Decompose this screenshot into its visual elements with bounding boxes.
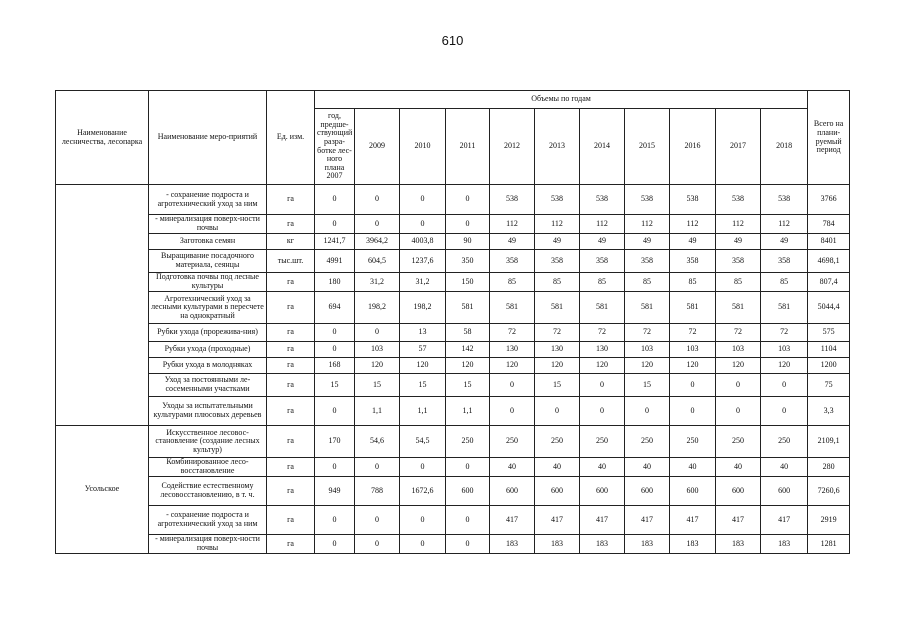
year-value: 40 bbox=[670, 458, 716, 477]
year-value: 112 bbox=[761, 215, 808, 234]
year-value: 0 bbox=[670, 397, 716, 426]
activity-name: Рубки ухода в молодняках bbox=[149, 358, 267, 374]
header-unit: Ед. изм. bbox=[267, 91, 315, 185]
prev-year-value: 0 bbox=[315, 458, 355, 477]
year-value: 183 bbox=[490, 535, 535, 554]
year-value: 3964,2 bbox=[355, 234, 400, 250]
year-value: 0 bbox=[446, 185, 490, 215]
year-value: 72 bbox=[716, 324, 761, 342]
year-value: 538 bbox=[535, 185, 580, 215]
year-value: 788 bbox=[355, 477, 400, 506]
prev-year-value: 0 bbox=[315, 215, 355, 234]
prev-year-value: 180 bbox=[315, 273, 355, 292]
prev-year-value: 1241,7 bbox=[315, 234, 355, 250]
year-value: 57 bbox=[400, 342, 446, 358]
year-value: 0 bbox=[625, 397, 670, 426]
table-row bbox=[56, 535, 850, 554]
year-value: 85 bbox=[580, 273, 625, 292]
year-value: 90 bbox=[446, 234, 490, 250]
year-value: 358 bbox=[535, 250, 580, 273]
header-volumes-by-year: Объемы по годам bbox=[315, 91, 808, 109]
year-value: 350 bbox=[446, 250, 490, 273]
year-value: 358 bbox=[490, 250, 535, 273]
year-value: 183 bbox=[625, 535, 670, 554]
year-value: 72 bbox=[490, 324, 535, 342]
header-year: 2011 bbox=[446, 109, 490, 185]
activity-name: Выращивание посадочного материала, сеянцы bbox=[149, 250, 267, 273]
year-value: 183 bbox=[580, 535, 625, 554]
table-row bbox=[56, 358, 850, 374]
year-value: 0 bbox=[400, 535, 446, 554]
year-value: 600 bbox=[535, 477, 580, 506]
year-value: 604,5 bbox=[355, 250, 400, 273]
year-value: 600 bbox=[446, 477, 490, 506]
table-row bbox=[56, 324, 850, 342]
unit-cell: га bbox=[267, 292, 315, 324]
table-row bbox=[56, 458, 850, 477]
year-value: 538 bbox=[580, 185, 625, 215]
year-value: 0 bbox=[355, 185, 400, 215]
forestry-blank-cell bbox=[56, 185, 149, 426]
year-value: 0 bbox=[716, 397, 761, 426]
year-value: 85 bbox=[625, 273, 670, 292]
year-value: 112 bbox=[625, 215, 670, 234]
total-value: 3766 bbox=[808, 185, 850, 215]
unit-cell: га bbox=[267, 535, 315, 554]
year-value: 72 bbox=[670, 324, 716, 342]
year-value: 0 bbox=[400, 458, 446, 477]
total-value: 75 bbox=[808, 374, 850, 397]
table-row bbox=[56, 374, 850, 397]
year-value: 130 bbox=[535, 342, 580, 358]
year-value: 54,5 bbox=[400, 426, 446, 458]
header-forestry: Наименование лесничества, лесопарка bbox=[56, 91, 149, 185]
activity-name: Уход за постоянными ле-сосеменными участками bbox=[149, 374, 267, 397]
prev-year-value: 0 bbox=[315, 342, 355, 358]
year-value: 85 bbox=[670, 273, 716, 292]
year-value: 85 bbox=[716, 273, 761, 292]
year-value: 15 bbox=[400, 374, 446, 397]
total-value: 280 bbox=[808, 458, 850, 477]
year-value: 0 bbox=[355, 506, 400, 535]
table-row bbox=[56, 477, 850, 506]
year-value: 85 bbox=[535, 273, 580, 292]
total-value: 2109,1 bbox=[808, 426, 850, 458]
year-value: 1237,6 bbox=[400, 250, 446, 273]
year-value: 358 bbox=[716, 250, 761, 273]
unit-cell: га bbox=[267, 397, 315, 426]
table-row bbox=[56, 273, 850, 292]
header-total: Всего на плани-руемый период bbox=[808, 91, 850, 185]
year-value: 581 bbox=[761, 292, 808, 324]
total-value: 784 bbox=[808, 215, 850, 234]
year-value: 150 bbox=[446, 273, 490, 292]
forestry-name-cell: Усольское bbox=[56, 426, 149, 554]
year-value: 49 bbox=[580, 234, 625, 250]
table-row bbox=[56, 292, 850, 324]
year-value: 103 bbox=[716, 342, 761, 358]
year-value: 417 bbox=[535, 506, 580, 535]
total-value: 1281 bbox=[808, 535, 850, 554]
year-value: 0 bbox=[535, 397, 580, 426]
activity-name: Уходы за испытательными культурами плюсовых деревьев bbox=[149, 397, 267, 426]
year-value: 0 bbox=[355, 324, 400, 342]
activity-name: Подготовка почвы под лесные культуры bbox=[149, 273, 267, 292]
year-value: 58 bbox=[446, 324, 490, 342]
total-value: 807,4 bbox=[808, 273, 850, 292]
year-value: 581 bbox=[535, 292, 580, 324]
prev-year-value: 0 bbox=[315, 397, 355, 426]
unit-cell: га bbox=[267, 185, 315, 215]
header-year: 2009 bbox=[355, 109, 400, 185]
year-value: 417 bbox=[580, 506, 625, 535]
unit-cell: га bbox=[267, 506, 315, 535]
header-year: 2016 bbox=[670, 109, 716, 185]
prev-year-value: 0 bbox=[315, 506, 355, 535]
year-value: 0 bbox=[446, 535, 490, 554]
year-value: 417 bbox=[490, 506, 535, 535]
year-value: 15 bbox=[355, 374, 400, 397]
year-value: 120 bbox=[670, 358, 716, 374]
prev-year-value: 949 bbox=[315, 477, 355, 506]
activity-name: - сохранение подроста и агротехнический уход за ним bbox=[149, 185, 267, 215]
unit-cell: га bbox=[267, 458, 315, 477]
year-value: 600 bbox=[670, 477, 716, 506]
year-value: 600 bbox=[716, 477, 761, 506]
year-value: 538 bbox=[716, 185, 761, 215]
header-activity: Наименование меро-приятий bbox=[149, 91, 267, 185]
year-value: 40 bbox=[761, 458, 808, 477]
year-value: 40 bbox=[490, 458, 535, 477]
year-value: 103 bbox=[670, 342, 716, 358]
year-value: 250 bbox=[670, 426, 716, 458]
unit-cell: кг bbox=[267, 234, 315, 250]
year-value: 0 bbox=[400, 215, 446, 234]
year-value: 417 bbox=[716, 506, 761, 535]
year-value: 0 bbox=[761, 374, 808, 397]
total-value: 575 bbox=[808, 324, 850, 342]
activity-name: - минерализация поверх-ности почвы bbox=[149, 535, 267, 554]
year-value: 15 bbox=[446, 374, 490, 397]
year-value: 130 bbox=[490, 342, 535, 358]
year-value: 0 bbox=[580, 374, 625, 397]
year-value: 49 bbox=[625, 234, 670, 250]
year-value: 0 bbox=[446, 506, 490, 535]
year-value: 103 bbox=[625, 342, 670, 358]
year-value: 1,1 bbox=[400, 397, 446, 426]
prev-year-value: 0 bbox=[315, 185, 355, 215]
year-value: 0 bbox=[490, 374, 535, 397]
year-value: 600 bbox=[625, 477, 670, 506]
year-value: 358 bbox=[625, 250, 670, 273]
year-value: 198,2 bbox=[355, 292, 400, 324]
year-value: 581 bbox=[716, 292, 761, 324]
year-value: 49 bbox=[670, 234, 716, 250]
activity-name: Заготовка семян bbox=[149, 234, 267, 250]
header-year: 2012 bbox=[490, 109, 535, 185]
year-value: 183 bbox=[761, 535, 808, 554]
table-row bbox=[56, 185, 850, 215]
year-value: 1,1 bbox=[446, 397, 490, 426]
year-value: 40 bbox=[716, 458, 761, 477]
unit-cell: га bbox=[267, 358, 315, 374]
table-row bbox=[56, 234, 850, 250]
year-value: 0 bbox=[761, 397, 808, 426]
year-value: 0 bbox=[580, 397, 625, 426]
page-number: 610 bbox=[441, 33, 464, 48]
year-value: 40 bbox=[535, 458, 580, 477]
year-value: 72 bbox=[580, 324, 625, 342]
year-value: 183 bbox=[535, 535, 580, 554]
year-value: 120 bbox=[535, 358, 580, 374]
unit-cell: га bbox=[267, 273, 315, 292]
year-value: 0 bbox=[400, 506, 446, 535]
activity-name: Комбинированное лесо-восстановление bbox=[149, 458, 267, 477]
total-value: 2919 bbox=[808, 506, 850, 535]
year-value: 112 bbox=[716, 215, 761, 234]
year-value: 250 bbox=[716, 426, 761, 458]
year-value: 31,2 bbox=[355, 273, 400, 292]
year-value: 0 bbox=[490, 397, 535, 426]
total-value: 4698,1 bbox=[808, 250, 850, 273]
activity-name: - сохранение подроста и агротехнический уход за ним bbox=[149, 506, 267, 535]
year-value: 1672,6 bbox=[400, 477, 446, 506]
year-value: 538 bbox=[761, 185, 808, 215]
year-value: 15 bbox=[535, 374, 580, 397]
year-value: 85 bbox=[490, 273, 535, 292]
year-value: 538 bbox=[625, 185, 670, 215]
header-year: 2010 bbox=[400, 109, 446, 185]
total-value: 1104 bbox=[808, 342, 850, 358]
year-value: 13 bbox=[400, 324, 446, 342]
prev-year-value: 694 bbox=[315, 292, 355, 324]
unit-cell: га bbox=[267, 374, 315, 397]
year-value: 250 bbox=[535, 426, 580, 458]
activity-name: Содействие естественному лесовосстановлению, в т. ч. bbox=[149, 477, 267, 506]
year-value: 198,2 bbox=[400, 292, 446, 324]
year-value: 250 bbox=[580, 426, 625, 458]
year-value: 49 bbox=[716, 234, 761, 250]
year-value: 40 bbox=[580, 458, 625, 477]
table-row bbox=[56, 215, 850, 234]
year-value: 538 bbox=[670, 185, 716, 215]
year-value: 250 bbox=[761, 426, 808, 458]
year-value: 112 bbox=[580, 215, 625, 234]
year-value: 49 bbox=[535, 234, 580, 250]
prev-year-value: 15 bbox=[315, 374, 355, 397]
year-value: 120 bbox=[490, 358, 535, 374]
year-value: 103 bbox=[355, 342, 400, 358]
header-year: 2017 bbox=[716, 109, 761, 185]
unit-cell: га bbox=[267, 477, 315, 506]
unit-cell: га bbox=[267, 215, 315, 234]
year-value: 581 bbox=[670, 292, 716, 324]
year-value: 72 bbox=[625, 324, 670, 342]
year-value: 0 bbox=[355, 458, 400, 477]
activity-name: Рубки ухода (прорежива-ния) bbox=[149, 324, 267, 342]
table-row bbox=[56, 506, 850, 535]
year-value: 538 bbox=[490, 185, 535, 215]
total-value: 1200 bbox=[808, 358, 850, 374]
prev-year-value: 0 bbox=[315, 535, 355, 554]
year-value: 120 bbox=[761, 358, 808, 374]
year-value: 15 bbox=[625, 374, 670, 397]
year-value: 358 bbox=[761, 250, 808, 273]
table-row bbox=[56, 342, 850, 358]
year-value: 358 bbox=[580, 250, 625, 273]
prev-year-value: 168 bbox=[315, 358, 355, 374]
total-value: 5044,4 bbox=[808, 292, 850, 324]
year-value: 183 bbox=[716, 535, 761, 554]
year-value: 72 bbox=[535, 324, 580, 342]
activity-name: Искусственное лесовос-становление (создание лесных культур) bbox=[149, 426, 267, 458]
forest-plan-table bbox=[55, 90, 850, 554]
year-value: 103 bbox=[761, 342, 808, 358]
year-value: 40 bbox=[625, 458, 670, 477]
activity-name: - минерализация поверх-ности почвы bbox=[149, 215, 267, 234]
total-value: 3,3 bbox=[808, 397, 850, 426]
year-value: 0 bbox=[670, 374, 716, 397]
unit-cell: га bbox=[267, 426, 315, 458]
header-year: 2014 bbox=[580, 109, 625, 185]
table-row bbox=[56, 397, 850, 426]
year-value: 120 bbox=[446, 358, 490, 374]
year-value: 112 bbox=[490, 215, 535, 234]
prev-year-value: 170 bbox=[315, 426, 355, 458]
table-row bbox=[56, 250, 850, 273]
year-value: 142 bbox=[446, 342, 490, 358]
year-value: 581 bbox=[490, 292, 535, 324]
year-value: 72 bbox=[761, 324, 808, 342]
unit-cell: га bbox=[267, 324, 315, 342]
year-value: 4003,8 bbox=[400, 234, 446, 250]
year-value: 49 bbox=[490, 234, 535, 250]
year-value: 130 bbox=[580, 342, 625, 358]
year-value: 183 bbox=[670, 535, 716, 554]
year-value: 581 bbox=[625, 292, 670, 324]
year-value: 0 bbox=[400, 185, 446, 215]
total-value: 7260,6 bbox=[808, 477, 850, 506]
year-value: 1,1 bbox=[355, 397, 400, 426]
year-value: 600 bbox=[490, 477, 535, 506]
year-value: 600 bbox=[580, 477, 625, 506]
unit-cell: га bbox=[267, 342, 315, 358]
year-value: 49 bbox=[761, 234, 808, 250]
prev-year-value: 4991 bbox=[315, 250, 355, 273]
activity-name: Рубки ухода (проходные) bbox=[149, 342, 267, 358]
year-value: 120 bbox=[355, 358, 400, 374]
total-value: 8401 bbox=[808, 234, 850, 250]
year-value: 31,2 bbox=[400, 273, 446, 292]
year-value: 54,6 bbox=[355, 426, 400, 458]
header-year: 2018 bbox=[761, 109, 808, 185]
year-value: 0 bbox=[446, 215, 490, 234]
year-value: 112 bbox=[535, 215, 580, 234]
year-value: 581 bbox=[580, 292, 625, 324]
year-value: 417 bbox=[670, 506, 716, 535]
year-value: 85 bbox=[761, 273, 808, 292]
year-value: 417 bbox=[761, 506, 808, 535]
year-value: 120 bbox=[400, 358, 446, 374]
header-prev-year: год, предше-ствующий разра-ботке лес-ного плана 2007 bbox=[315, 109, 355, 185]
year-value: 120 bbox=[625, 358, 670, 374]
activity-name: Агротехнический уход за лесными культурами в пересчете на однократный bbox=[149, 292, 267, 324]
year-value: 581 bbox=[446, 292, 490, 324]
prev-year-value: 0 bbox=[315, 324, 355, 342]
year-value: 0 bbox=[355, 535, 400, 554]
header-year: 2013 bbox=[535, 109, 580, 185]
year-value: 0 bbox=[446, 458, 490, 477]
year-value: 600 bbox=[761, 477, 808, 506]
year-value: 250 bbox=[446, 426, 490, 458]
year-value: 250 bbox=[490, 426, 535, 458]
unit-cell: тыс.шт. bbox=[267, 250, 315, 273]
header-year: 2015 bbox=[625, 109, 670, 185]
year-value: 120 bbox=[716, 358, 761, 374]
year-value: 250 bbox=[625, 426, 670, 458]
year-value: 417 bbox=[625, 506, 670, 535]
year-value: 120 bbox=[580, 358, 625, 374]
year-value: 358 bbox=[670, 250, 716, 273]
year-value: 112 bbox=[670, 215, 716, 234]
year-value: 0 bbox=[716, 374, 761, 397]
table-row bbox=[56, 426, 850, 458]
year-value: 0 bbox=[355, 215, 400, 234]
